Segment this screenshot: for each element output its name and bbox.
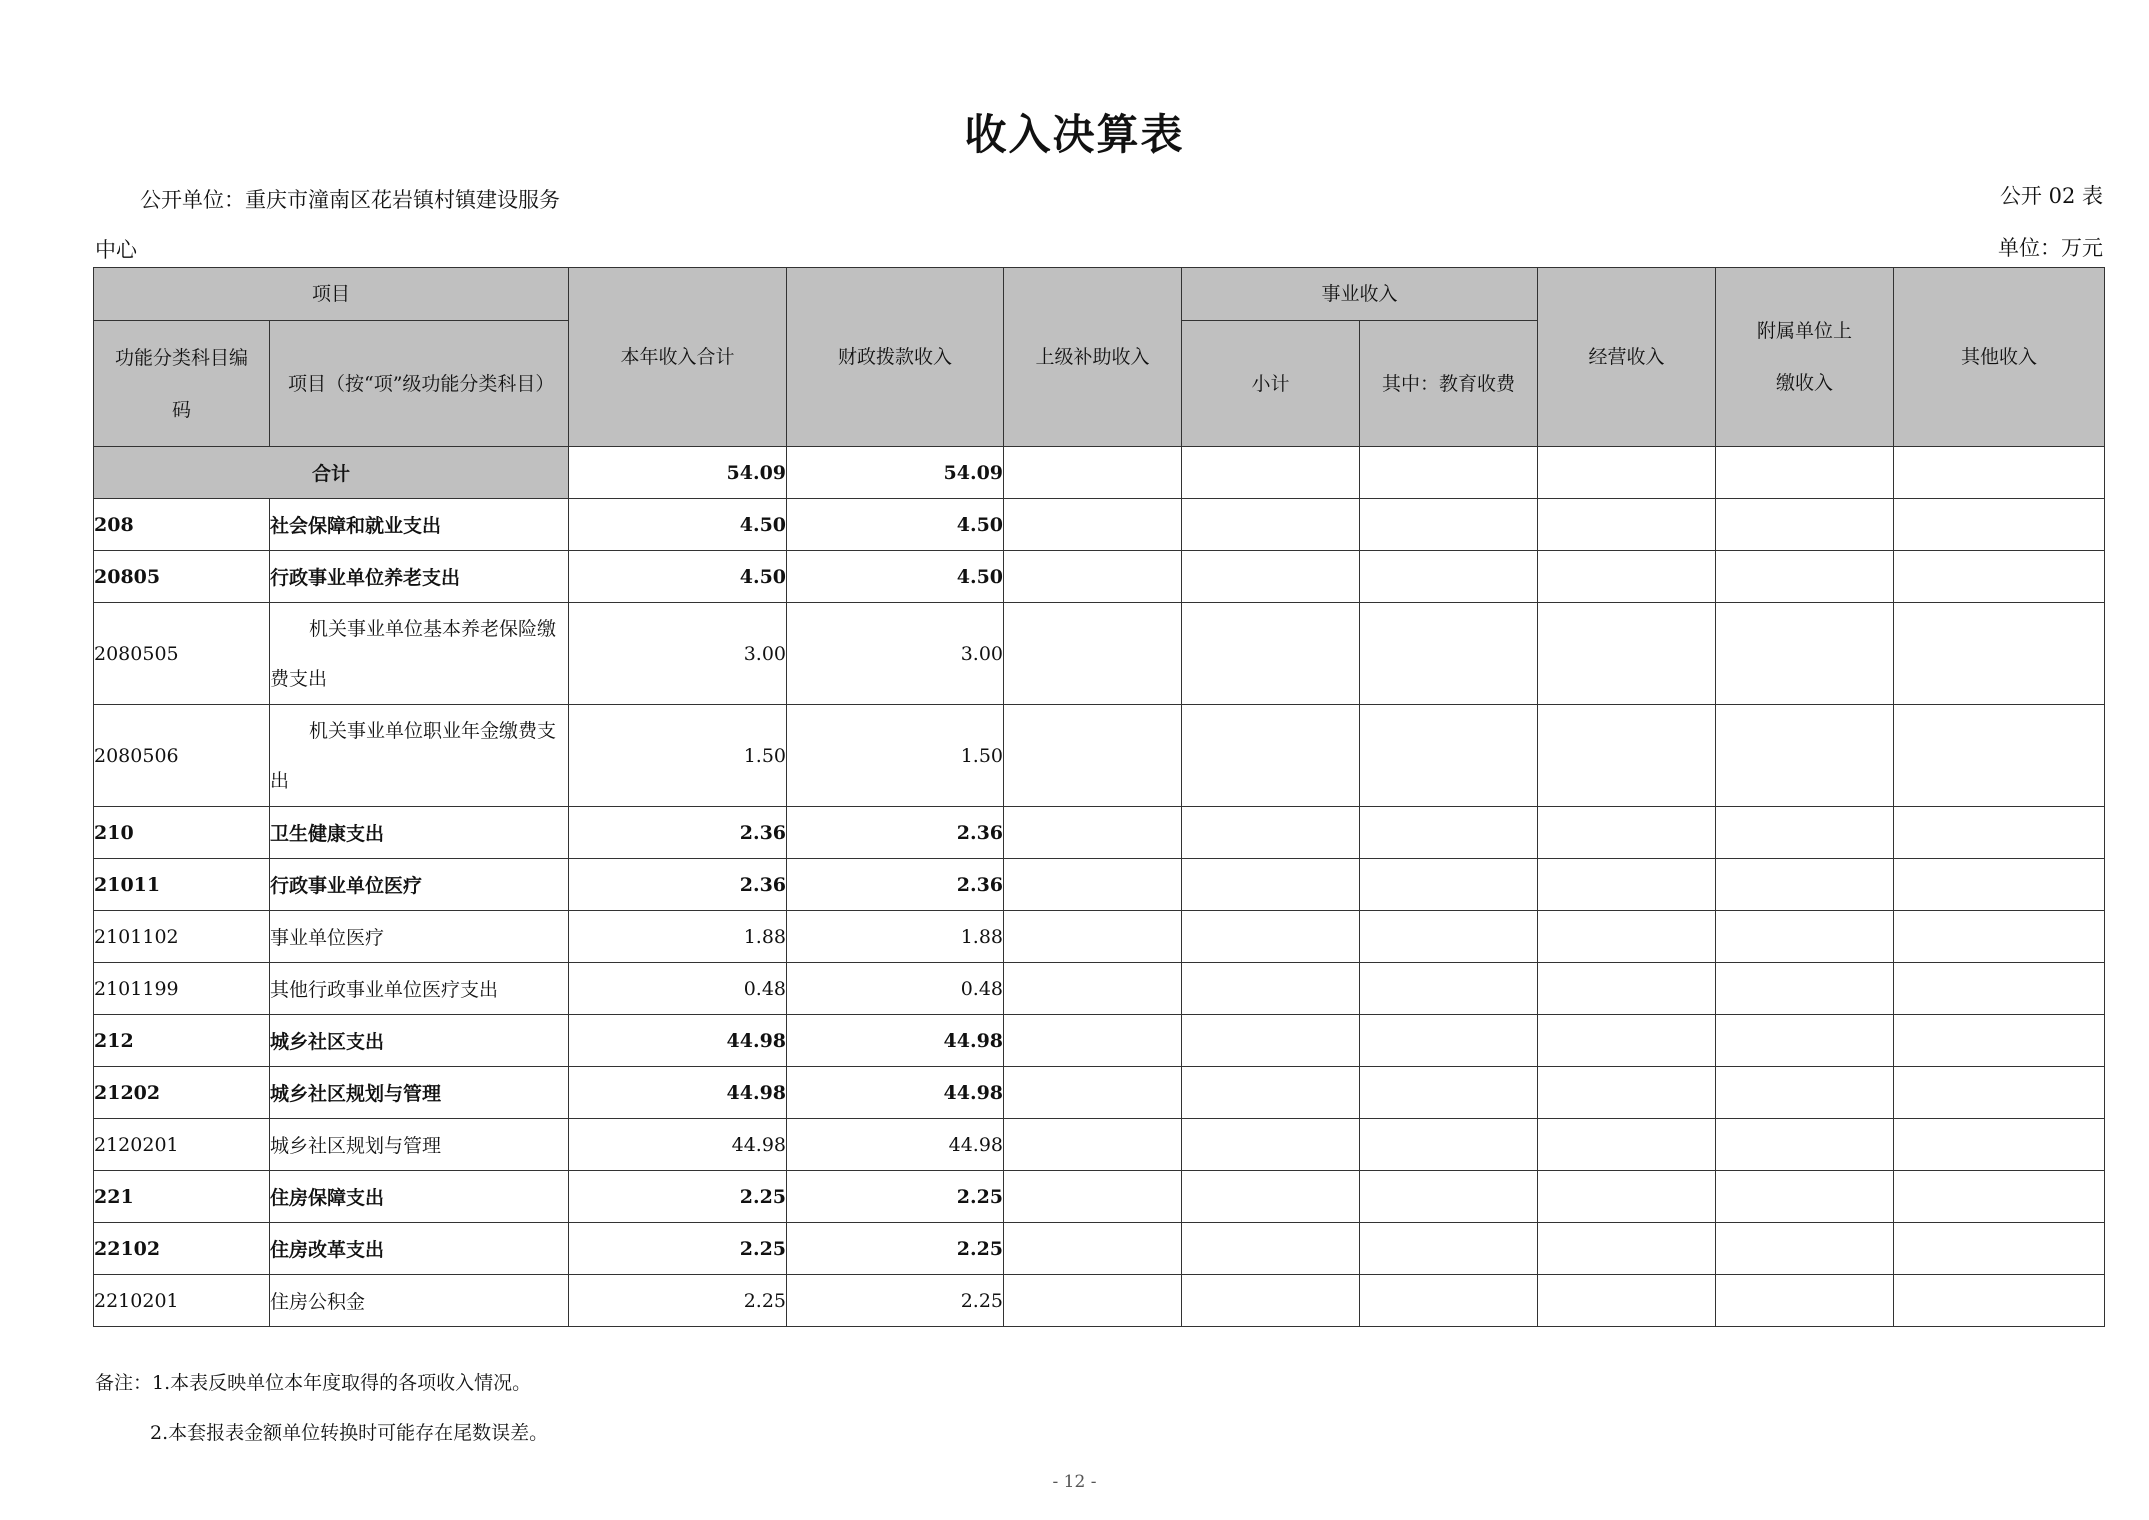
empty-cell [1538, 551, 1716, 603]
empty-cell [1182, 447, 1360, 499]
empty-cell [1716, 1171, 1894, 1223]
row-fiscal: 44.98 [787, 1119, 1004, 1171]
row-name: 事业单位医疗 [270, 911, 569, 963]
row-name: 城乡社区支出 [270, 1015, 569, 1067]
empty-cell [1182, 551, 1360, 603]
empty-cell [1004, 551, 1182, 603]
empty-cell [1004, 1223, 1182, 1275]
row-name: 住房保障支出 [270, 1171, 569, 1223]
header-education: 其中：教育收费 [1360, 321, 1538, 447]
row-fiscal: 2.25 [787, 1223, 1004, 1275]
row-total: 4.50 [569, 551, 787, 603]
empty-cell [1004, 859, 1182, 911]
empty-cell [1360, 859, 1538, 911]
empty-cell [1716, 807, 1894, 859]
empty-cell [1894, 603, 2105, 705]
empty-cell [1716, 551, 1894, 603]
empty-cell [1004, 1119, 1182, 1171]
table-row [94, 705, 2105, 807]
empty-cell [1894, 1223, 2105, 1275]
row-fiscal: 1.88 [787, 911, 1004, 963]
empty-cell [1716, 705, 1894, 807]
empty-cell [1716, 1119, 1894, 1171]
empty-cell [1360, 551, 1538, 603]
empty-cell [1182, 911, 1360, 963]
header-other: 其他收入 [1894, 268, 2105, 447]
header-fiscal: 财政拨款收入 [787, 268, 1004, 447]
row-total: 2.36 [569, 859, 787, 911]
row-code: 221 [94, 1171, 270, 1223]
row-code: 208 [94, 499, 270, 551]
empty-cell [1004, 603, 1182, 705]
row-code: 2080505 [94, 603, 270, 705]
table-row [94, 859, 2105, 911]
empty-cell [1894, 807, 2105, 859]
table-row [94, 499, 2105, 551]
row-code: 21202 [94, 1067, 270, 1119]
empty-cell [1004, 963, 1182, 1015]
row-name: 城乡社区规划与管理 [270, 1067, 569, 1119]
empty-cell [1182, 1067, 1360, 1119]
empty-cell [1716, 447, 1894, 499]
row-name: 其他行政事业单位医疗支出 [270, 963, 569, 1015]
table-row [94, 603, 2105, 705]
row-fiscal: 0.48 [787, 963, 1004, 1015]
table-row [94, 1015, 2105, 1067]
row-fiscal: 4.50 [787, 551, 1004, 603]
header-subtotal: 小计 [1182, 321, 1360, 447]
row-total: 2.25 [569, 1171, 787, 1223]
empty-cell [1360, 1275, 1538, 1327]
total-label: 合计 [94, 447, 569, 499]
row-total: 44.98 [569, 1015, 787, 1067]
empty-cell [1182, 1119, 1360, 1171]
empty-cell [1894, 1067, 2105, 1119]
row-fiscal: 1.50 [787, 705, 1004, 807]
row-code: 21011 [94, 859, 270, 911]
empty-cell [1538, 1015, 1716, 1067]
row-total: 2.36 [569, 807, 787, 859]
header-project: 项目 [94, 268, 569, 321]
table-row [94, 1223, 2105, 1275]
header-name: 项目（按“项”级功能分类科目） [270, 321, 569, 447]
row-fiscal: 44.98 [787, 1067, 1004, 1119]
row-name: 住房公积金 [270, 1275, 569, 1327]
empty-cell [1538, 603, 1716, 705]
empty-cell [1894, 1119, 2105, 1171]
empty-cell [1182, 499, 1360, 551]
empty-cell [1360, 1119, 1538, 1171]
empty-cell [1894, 1275, 2105, 1327]
table-row [94, 551, 2105, 603]
empty-cell [1182, 1015, 1360, 1067]
empty-cell [1894, 1171, 2105, 1223]
empty-cell [1894, 551, 2105, 603]
empty-cell [1182, 807, 1360, 859]
header-operating: 经营收入 [1538, 268, 1716, 447]
row-name: 行政事业单位医疗 [270, 859, 569, 911]
empty-cell [1182, 963, 1360, 1015]
row-fiscal: 2.36 [787, 859, 1004, 911]
row-fiscal: 4.50 [787, 499, 1004, 551]
unit-label-continued: 中心 [95, 238, 137, 262]
empty-cell [1360, 705, 1538, 807]
row-code: 20805 [94, 551, 270, 603]
empty-cell [1538, 859, 1716, 911]
income-table [93, 267, 2105, 1327]
empty-cell [1716, 911, 1894, 963]
note-2: 2.本套报表金额单位转换时可能存在尾数误差。 [150, 1422, 549, 1444]
empty-cell [1538, 447, 1716, 499]
empty-cell [1360, 1171, 1538, 1223]
empty-cell [1716, 1223, 1894, 1275]
empty-cell [1538, 1223, 1716, 1275]
empty-cell [1360, 499, 1538, 551]
empty-cell [1360, 963, 1538, 1015]
row-total: 2.25 [569, 1275, 787, 1327]
row-fiscal: 2.25 [787, 1171, 1004, 1223]
header-code: 功能分类科目编码 [94, 321, 270, 447]
empty-cell [1716, 499, 1894, 551]
empty-cell [1894, 447, 2105, 499]
empty-cell [1182, 603, 1360, 705]
table-row [94, 963, 2105, 1015]
row-name: 卫生健康支出 [270, 807, 569, 859]
table-row [94, 807, 2105, 859]
row-code: 2101102 [94, 911, 270, 963]
empty-cell [1894, 859, 2105, 911]
empty-cell [1716, 963, 1894, 1015]
empty-cell [1360, 1223, 1538, 1275]
money-unit: 单位：万元 [1998, 236, 2103, 260]
empty-cell [1538, 911, 1716, 963]
row-code: 2210201 [94, 1275, 270, 1327]
table-row [94, 1171, 2105, 1223]
empty-cell [1004, 807, 1182, 859]
empty-cell [1360, 911, 1538, 963]
empty-cell [1716, 859, 1894, 911]
row-name: 城乡社区规划与管理 [270, 1119, 569, 1171]
row-code: 2120201 [94, 1119, 270, 1171]
unit-label: 公开单位：重庆市潼南区花岩镇村镇建设服务 [140, 188, 560, 212]
empty-cell [1538, 807, 1716, 859]
header-total: 本年收入合计 [569, 268, 787, 447]
empty-cell [1538, 1275, 1716, 1327]
row-name: 社会保障和就业支出 [270, 499, 569, 551]
empty-cell [1538, 1171, 1716, 1223]
row-fiscal: 2.36 [787, 807, 1004, 859]
row-total: 0.48 [569, 963, 787, 1015]
row-total: 3.00 [569, 603, 787, 705]
page-number: - 12 - [1052, 1472, 1097, 1492]
row-name: 行政事业单位养老支出 [270, 551, 569, 603]
row-code: 2101199 [94, 963, 270, 1015]
empty-cell [1894, 499, 2105, 551]
row-total: 1.88 [569, 911, 787, 963]
empty-cell [1004, 1171, 1182, 1223]
page-title: 收入决算表 [964, 110, 1185, 159]
empty-cell [1538, 1119, 1716, 1171]
row-total: 44.98 [569, 1119, 787, 1171]
empty-cell [1004, 911, 1182, 963]
table-row [94, 911, 2105, 963]
empty-cell [1716, 1275, 1894, 1327]
empty-cell [1538, 705, 1716, 807]
empty-cell [1894, 705, 2105, 807]
empty-cell [1360, 447, 1538, 499]
row-total: 1.50 [569, 705, 787, 807]
row-code: 212 [94, 1015, 270, 1067]
empty-cell [1182, 1171, 1360, 1223]
row-name: 机关事业单位职业年金缴费支出 [270, 705, 569, 807]
form-number: 公开 02 表 [1999, 184, 2103, 208]
note-1: 备注：1.本表反映单位本年度取得的各项收入情况。 [95, 1372, 532, 1394]
empty-cell [1182, 1223, 1360, 1275]
empty-cell [1004, 705, 1182, 807]
empty-cell [1538, 1067, 1716, 1119]
row-code: 210 [94, 807, 270, 859]
total-amount: 54.09 [569, 447, 787, 499]
empty-cell [1360, 603, 1538, 705]
table-row [94, 1067, 2105, 1119]
empty-cell [1004, 1275, 1182, 1327]
empty-cell [1004, 447, 1182, 499]
row-total: 4.50 [569, 499, 787, 551]
empty-cell [1894, 963, 2105, 1015]
empty-cell [1360, 1015, 1538, 1067]
empty-cell [1716, 1067, 1894, 1119]
empty-cell [1360, 1067, 1538, 1119]
row-code: 2080506 [94, 705, 270, 807]
empty-cell [1182, 859, 1360, 911]
empty-cell [1716, 1015, 1894, 1067]
empty-cell [1360, 807, 1538, 859]
header-business: 事业收入 [1182, 268, 1538, 321]
table-row [94, 1119, 2105, 1171]
row-name: 住房改革支出 [270, 1223, 569, 1275]
empty-cell [1538, 499, 1716, 551]
row-fiscal: 44.98 [787, 1015, 1004, 1067]
empty-cell [1182, 1275, 1360, 1327]
empty-cell [1894, 1015, 2105, 1067]
row-code: 22102 [94, 1223, 270, 1275]
header-superior: 上级补助收入 [1004, 268, 1182, 447]
table-row [94, 1275, 2105, 1327]
empty-cell [1182, 705, 1360, 807]
total-fiscal: 54.09 [787, 447, 1004, 499]
empty-cell [1894, 911, 2105, 963]
empty-cell [1004, 1067, 1182, 1119]
row-fiscal: 3.00 [787, 603, 1004, 705]
empty-cell [1716, 603, 1894, 705]
row-fiscal: 2.25 [787, 1275, 1004, 1327]
row-total: 44.98 [569, 1067, 787, 1119]
empty-cell [1538, 963, 1716, 1015]
row-name: 机关事业单位基本养老保险缴费支出 [270, 603, 569, 705]
row-total: 2.25 [569, 1223, 787, 1275]
empty-cell [1004, 1015, 1182, 1067]
header-affiliated: 附属单位上缴收入 [1716, 268, 1894, 447]
empty-cell [1004, 499, 1182, 551]
